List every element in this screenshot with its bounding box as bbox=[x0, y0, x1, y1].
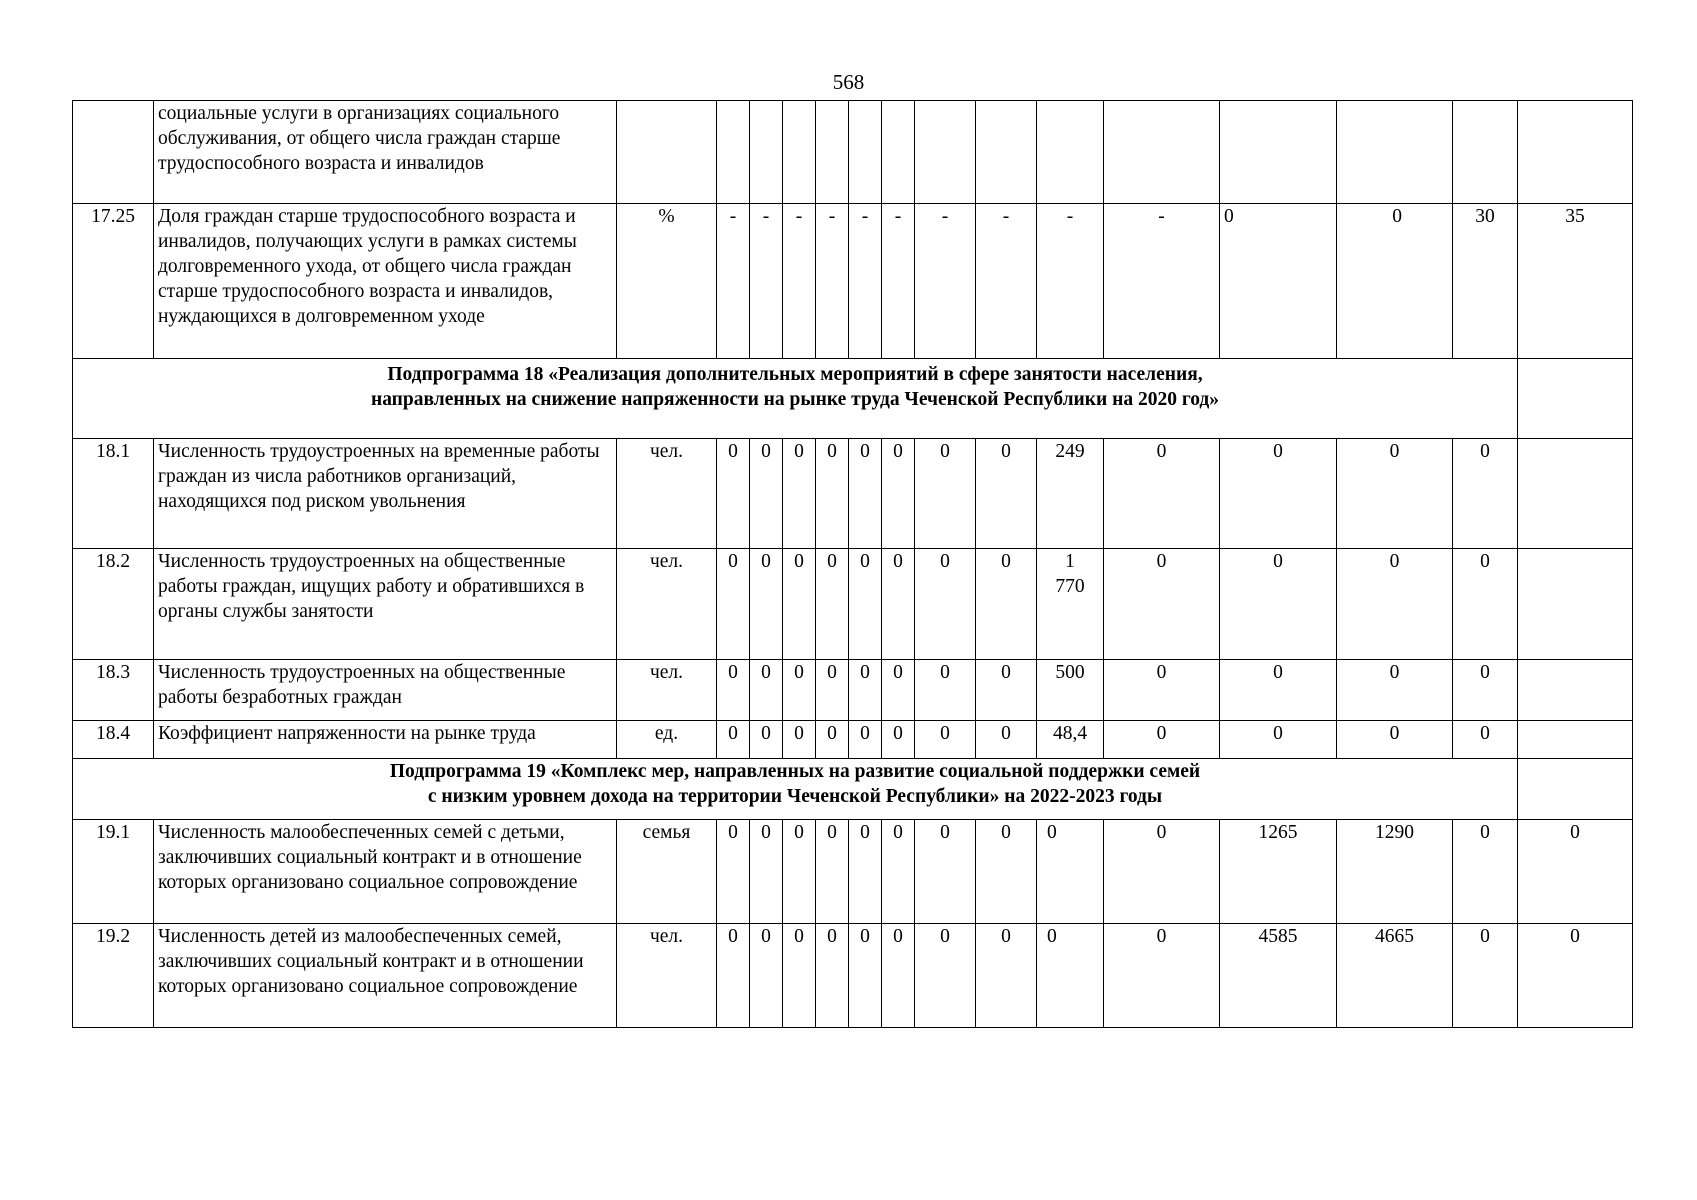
value-cell: - bbox=[717, 204, 750, 359]
value-cell: 0 bbox=[1337, 660, 1453, 721]
value-cell: 0 bbox=[882, 439, 915, 549]
value-cell: 0 bbox=[717, 721, 750, 759]
value-cell: 4585 bbox=[1220, 924, 1337, 1028]
value-cell: 0 bbox=[915, 820, 976, 924]
table-row-18-1 bbox=[73, 439, 1633, 549]
value-cell: 0 bbox=[717, 660, 750, 721]
value-cell: - bbox=[1104, 204, 1220, 359]
table-row-19-1 bbox=[73, 820, 1633, 924]
value-cell: 0 bbox=[1104, 439, 1220, 549]
value-cell: 35 bbox=[1518, 204, 1633, 359]
value-cell: 0 bbox=[1220, 204, 1337, 359]
value-cell: 0 bbox=[1453, 660, 1518, 721]
section-header-18 bbox=[73, 359, 1633, 439]
value-cell: 0 bbox=[1453, 439, 1518, 549]
row-number-cell: 18.3 bbox=[73, 660, 154, 721]
table-row-continuation bbox=[73, 101, 1633, 204]
value-cell: 0 bbox=[1104, 721, 1220, 759]
value-cell: 0 bbox=[1518, 820, 1633, 924]
value-cell: 0 bbox=[976, 820, 1037, 924]
value-cell: 0 bbox=[976, 549, 1037, 660]
value-cell: 0 bbox=[849, 439, 882, 549]
indicator-name-cell: Численность трудоустроенных на общественные работы граждан, ищущих работу и обратившихся в органы службы занятости bbox=[154, 549, 617, 660]
unit-cell: чел. bbox=[617, 439, 717, 549]
value-cell: 30 bbox=[1453, 204, 1518, 359]
value-cell: 0 bbox=[882, 721, 915, 759]
value-cell: 0 bbox=[816, 721, 849, 759]
section-title-cell bbox=[73, 359, 1518, 439]
section-header-19 bbox=[73, 759, 1633, 820]
section-title-line: с низким уровнем дохода на территории Чеченской Республики» на 2022-2023 годы bbox=[427, 786, 1163, 807]
value-cell: 0 bbox=[976, 439, 1037, 549]
row-number-cell: 18.1 bbox=[73, 439, 154, 549]
value-cell: 0 bbox=[717, 924, 750, 1028]
value-cell: 0 bbox=[1220, 660, 1337, 721]
value-cell: 0 bbox=[717, 439, 750, 549]
value-cell: 0 bbox=[849, 924, 882, 1028]
value-cell: - bbox=[783, 204, 816, 359]
page-number: 568 bbox=[832, 70, 865, 94]
value-cell: 500 bbox=[1037, 660, 1104, 721]
value-cell: 0 bbox=[783, 721, 816, 759]
value-cell: - bbox=[816, 204, 849, 359]
value-cell: 0 bbox=[976, 660, 1037, 721]
value-cell bbox=[1518, 439, 1633, 549]
value-cell: 0 bbox=[783, 549, 816, 660]
value-cell: 0 bbox=[1337, 549, 1453, 660]
value-cell: 249 bbox=[1037, 439, 1104, 549]
value-cell: 0 bbox=[1518, 924, 1633, 1028]
unit-cell: чел. bbox=[617, 660, 717, 721]
value-cell: 0 bbox=[816, 924, 849, 1028]
value-cell: 0 bbox=[783, 439, 816, 549]
value-cell: 0 bbox=[1337, 721, 1453, 759]
value-cell: 1 770 bbox=[1037, 549, 1104, 660]
table-row-17-25 bbox=[73, 204, 1633, 359]
value-cell: 0 bbox=[1037, 924, 1104, 1028]
table-row-18-2 bbox=[73, 549, 1633, 660]
value-cell: 0 bbox=[783, 924, 816, 1028]
section-title-line: Подпрограмма 19 «Комплекс мер, направленных на развитие социальной поддержки семей bbox=[389, 761, 1201, 782]
value-cell: 0 bbox=[816, 439, 849, 549]
value-cell: 0 bbox=[816, 549, 849, 660]
value-cell: 0 bbox=[1220, 721, 1337, 759]
value-cell bbox=[1518, 549, 1633, 660]
value-cell: 0 bbox=[1037, 820, 1104, 924]
row-number-cell: 18.4 bbox=[73, 721, 154, 759]
unit-cell: ед. bbox=[617, 721, 717, 759]
value-cell: 0 bbox=[1104, 820, 1220, 924]
value-cell: 0 bbox=[976, 924, 1037, 1028]
row-number-cell: 18.2 bbox=[73, 549, 154, 660]
unit-cell: % bbox=[617, 204, 717, 359]
value-cell: 0 bbox=[1453, 721, 1518, 759]
value-cell: 0 bbox=[1104, 660, 1220, 721]
value-cell: 0 bbox=[1220, 439, 1337, 549]
indicators-table bbox=[72, 100, 1633, 1028]
value-cell: 0 bbox=[750, 439, 783, 549]
value-cell: 0 bbox=[1453, 924, 1518, 1028]
value-cell: 48,4 bbox=[1037, 721, 1104, 759]
value-cell: 0 bbox=[816, 820, 849, 924]
value-cell: 0 bbox=[1104, 924, 1220, 1028]
row-number-cell: 17.25 bbox=[73, 204, 154, 359]
value-cell: 1265 bbox=[1220, 820, 1337, 924]
table-row-18-3 bbox=[73, 660, 1633, 721]
value-cell: 0 bbox=[1220, 549, 1337, 660]
value-cell: 0 bbox=[1453, 549, 1518, 660]
value-cell: 0 bbox=[915, 660, 976, 721]
value-cell: - bbox=[1037, 204, 1104, 359]
value-cell: 0 bbox=[1104, 549, 1220, 660]
value-cell: - bbox=[915, 204, 976, 359]
value-cell: 0 bbox=[915, 721, 976, 759]
row-number-cell: 19.2 bbox=[73, 924, 154, 1028]
value-cell: 0 bbox=[849, 660, 882, 721]
value-cell: 0 bbox=[750, 820, 783, 924]
indicator-name-cell: Численность малообеспеченных семей с детьми, заключивших социальный контракт и в отношение которых организовано социальное сопровождение bbox=[154, 820, 617, 924]
value-cell bbox=[1518, 660, 1633, 721]
value-cell: 0 bbox=[750, 549, 783, 660]
table-row-18-4 bbox=[73, 721, 1633, 759]
indicator-name-cell: Численность детей из малообеспеченных семей, заключивших социальный контракт и в отношении которых организовано социальное сопровождение bbox=[154, 924, 617, 1028]
indicator-name-cell: Численность трудоустроенных на временные работы граждан из числа работников организаций, находящихся под риском увольнения bbox=[154, 439, 617, 549]
value-cell: 0 bbox=[783, 820, 816, 924]
value-cell: 0 bbox=[750, 924, 783, 1028]
value-cell: 0 bbox=[882, 660, 915, 721]
table-row-19-2 bbox=[73, 924, 1633, 1028]
value-cell: 0 bbox=[915, 549, 976, 660]
value-cell: 0 bbox=[882, 820, 915, 924]
value-cell: - bbox=[849, 204, 882, 359]
value-cell: 0 bbox=[816, 660, 849, 721]
section-title-cell bbox=[73, 759, 1518, 820]
value-cell: 0 bbox=[849, 549, 882, 660]
value-cell: - bbox=[882, 204, 915, 359]
value-cell: 1290 bbox=[1337, 820, 1453, 924]
value-cell: 0 bbox=[849, 820, 882, 924]
indicator-name-cell: Коэффициент напряженности на рынке труда bbox=[154, 721, 617, 759]
value-cell: 0 bbox=[750, 660, 783, 721]
indicator-name-cell: социальные услуги в организациях социального обслуживания, от общего числа граждан старше трудоспособного возраста и инвалидов bbox=[154, 101, 617, 204]
value-cell: 0 bbox=[750, 721, 783, 759]
value-cell: - bbox=[750, 204, 783, 359]
value-cell: 0 bbox=[915, 439, 976, 549]
value-cell: 0 bbox=[717, 820, 750, 924]
unit-cell: семья bbox=[617, 820, 717, 924]
indicator-name-cell: Численность трудоустроенных на общественные работы безработных граждан bbox=[154, 660, 617, 721]
unit-cell: чел. bbox=[617, 549, 717, 660]
value-cell: 0 bbox=[915, 924, 976, 1028]
value-cell: 0 bbox=[849, 721, 882, 759]
value-cell: 0 bbox=[882, 924, 915, 1028]
value-cell: 0 bbox=[1337, 204, 1453, 359]
value-cell: 0 bbox=[717, 549, 750, 660]
value-cell: 4665 bbox=[1337, 924, 1453, 1028]
indicator-name-cell: Доля граждан старше трудоспособного возраста и инвалидов, получающих услуги в рамках системы долговременного ухода, от общего числа граждан старше трудоспособного возраста и инвалидов, нуждающихся в долговременном уходе bbox=[154, 204, 617, 359]
value-cell: 0 bbox=[976, 721, 1037, 759]
value-cell: 0 bbox=[783, 660, 816, 721]
unit-cell: чел. bbox=[617, 924, 717, 1028]
value-cell: 0 bbox=[1453, 820, 1518, 924]
value-cell bbox=[1518, 721, 1633, 759]
value-cell: - bbox=[976, 204, 1037, 359]
value-cell: 0 bbox=[882, 549, 915, 660]
row-number-cell bbox=[73, 101, 154, 204]
value-cell: 0 bbox=[1337, 439, 1453, 549]
section-title-line: направленных на снижение напряженности на рынке труда Чеченской Республики на 2020 год» bbox=[370, 389, 1220, 410]
section-title-line: Подпрограмма 18 «Реализация дополнительных мероприятий в сфере занятости населения, bbox=[387, 364, 1203, 385]
row-number-cell: 19.1 bbox=[73, 820, 154, 924]
